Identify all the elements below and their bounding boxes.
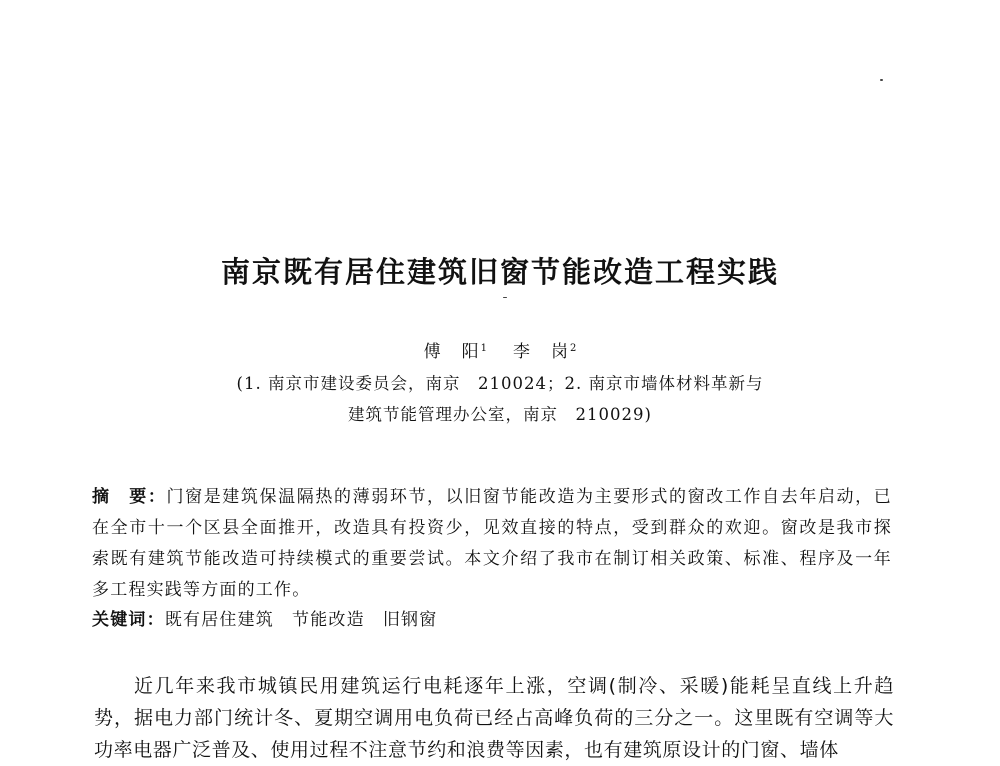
body-paragraph: 近几年来我市城镇民用建筑运行电耗逐年上涨，空调(制冷、采暖)能耗呈直线上升趋势，据电力部门统计冬、夏期空调用电负荷已经占高峰负荷的三分之一。这里既有空调等大功率电器广泛普及、使用过程不注意节约和浪费等因素，也有建筑原设计的门窗、墙体: [94, 675, 894, 761]
scan-speck: [503, 297, 507, 298]
abstract-text: 门窗是建筑保温隔热的薄弱环节，以旧窗节能改造为主要形式的窗改工作自去年启动，已在全市十一个区县全面推开，改造具有投资少，见效直接的特点，受到群众的欢迎。窗改是我市探索既有建筑节能改造可持续模式的重要尝试。本文介绍了我市在制订相关政策、标准、程序及一年多工程实践等方面的工作。: [92, 487, 892, 600]
scan-speck: [880, 79, 883, 81]
paper-title: 南京既有居住建筑旧窗节能改造工程实践: [220, 255, 779, 289]
author-affiliation-mark: 1: [480, 343, 487, 354]
abstract: [92, 482, 892, 606]
author-name: 李 岗: [513, 342, 570, 362]
keyword: 既有居住建筑: [164, 610, 275, 630]
keywords-label: 关键词：: [92, 610, 165, 630]
keyword: 旧钢窗: [382, 610, 438, 630]
affiliation-line-2: 建筑节能管理办公室，南京 210029): [348, 405, 652, 424]
author-name: 傅 阳: [423, 342, 481, 362]
affiliation-line-1: (1. 南京市建设委员会，南京 210024；2. 南京市墙体材料革新与: [236, 374, 764, 393]
keywords: [92, 606, 892, 634]
author-line: [0, 340, 1000, 364]
keyword: 节能改造: [292, 610, 365, 630]
author-affiliation-mark: 2: [570, 343, 577, 354]
abstract-label: 摘 要：: [92, 487, 167, 507]
